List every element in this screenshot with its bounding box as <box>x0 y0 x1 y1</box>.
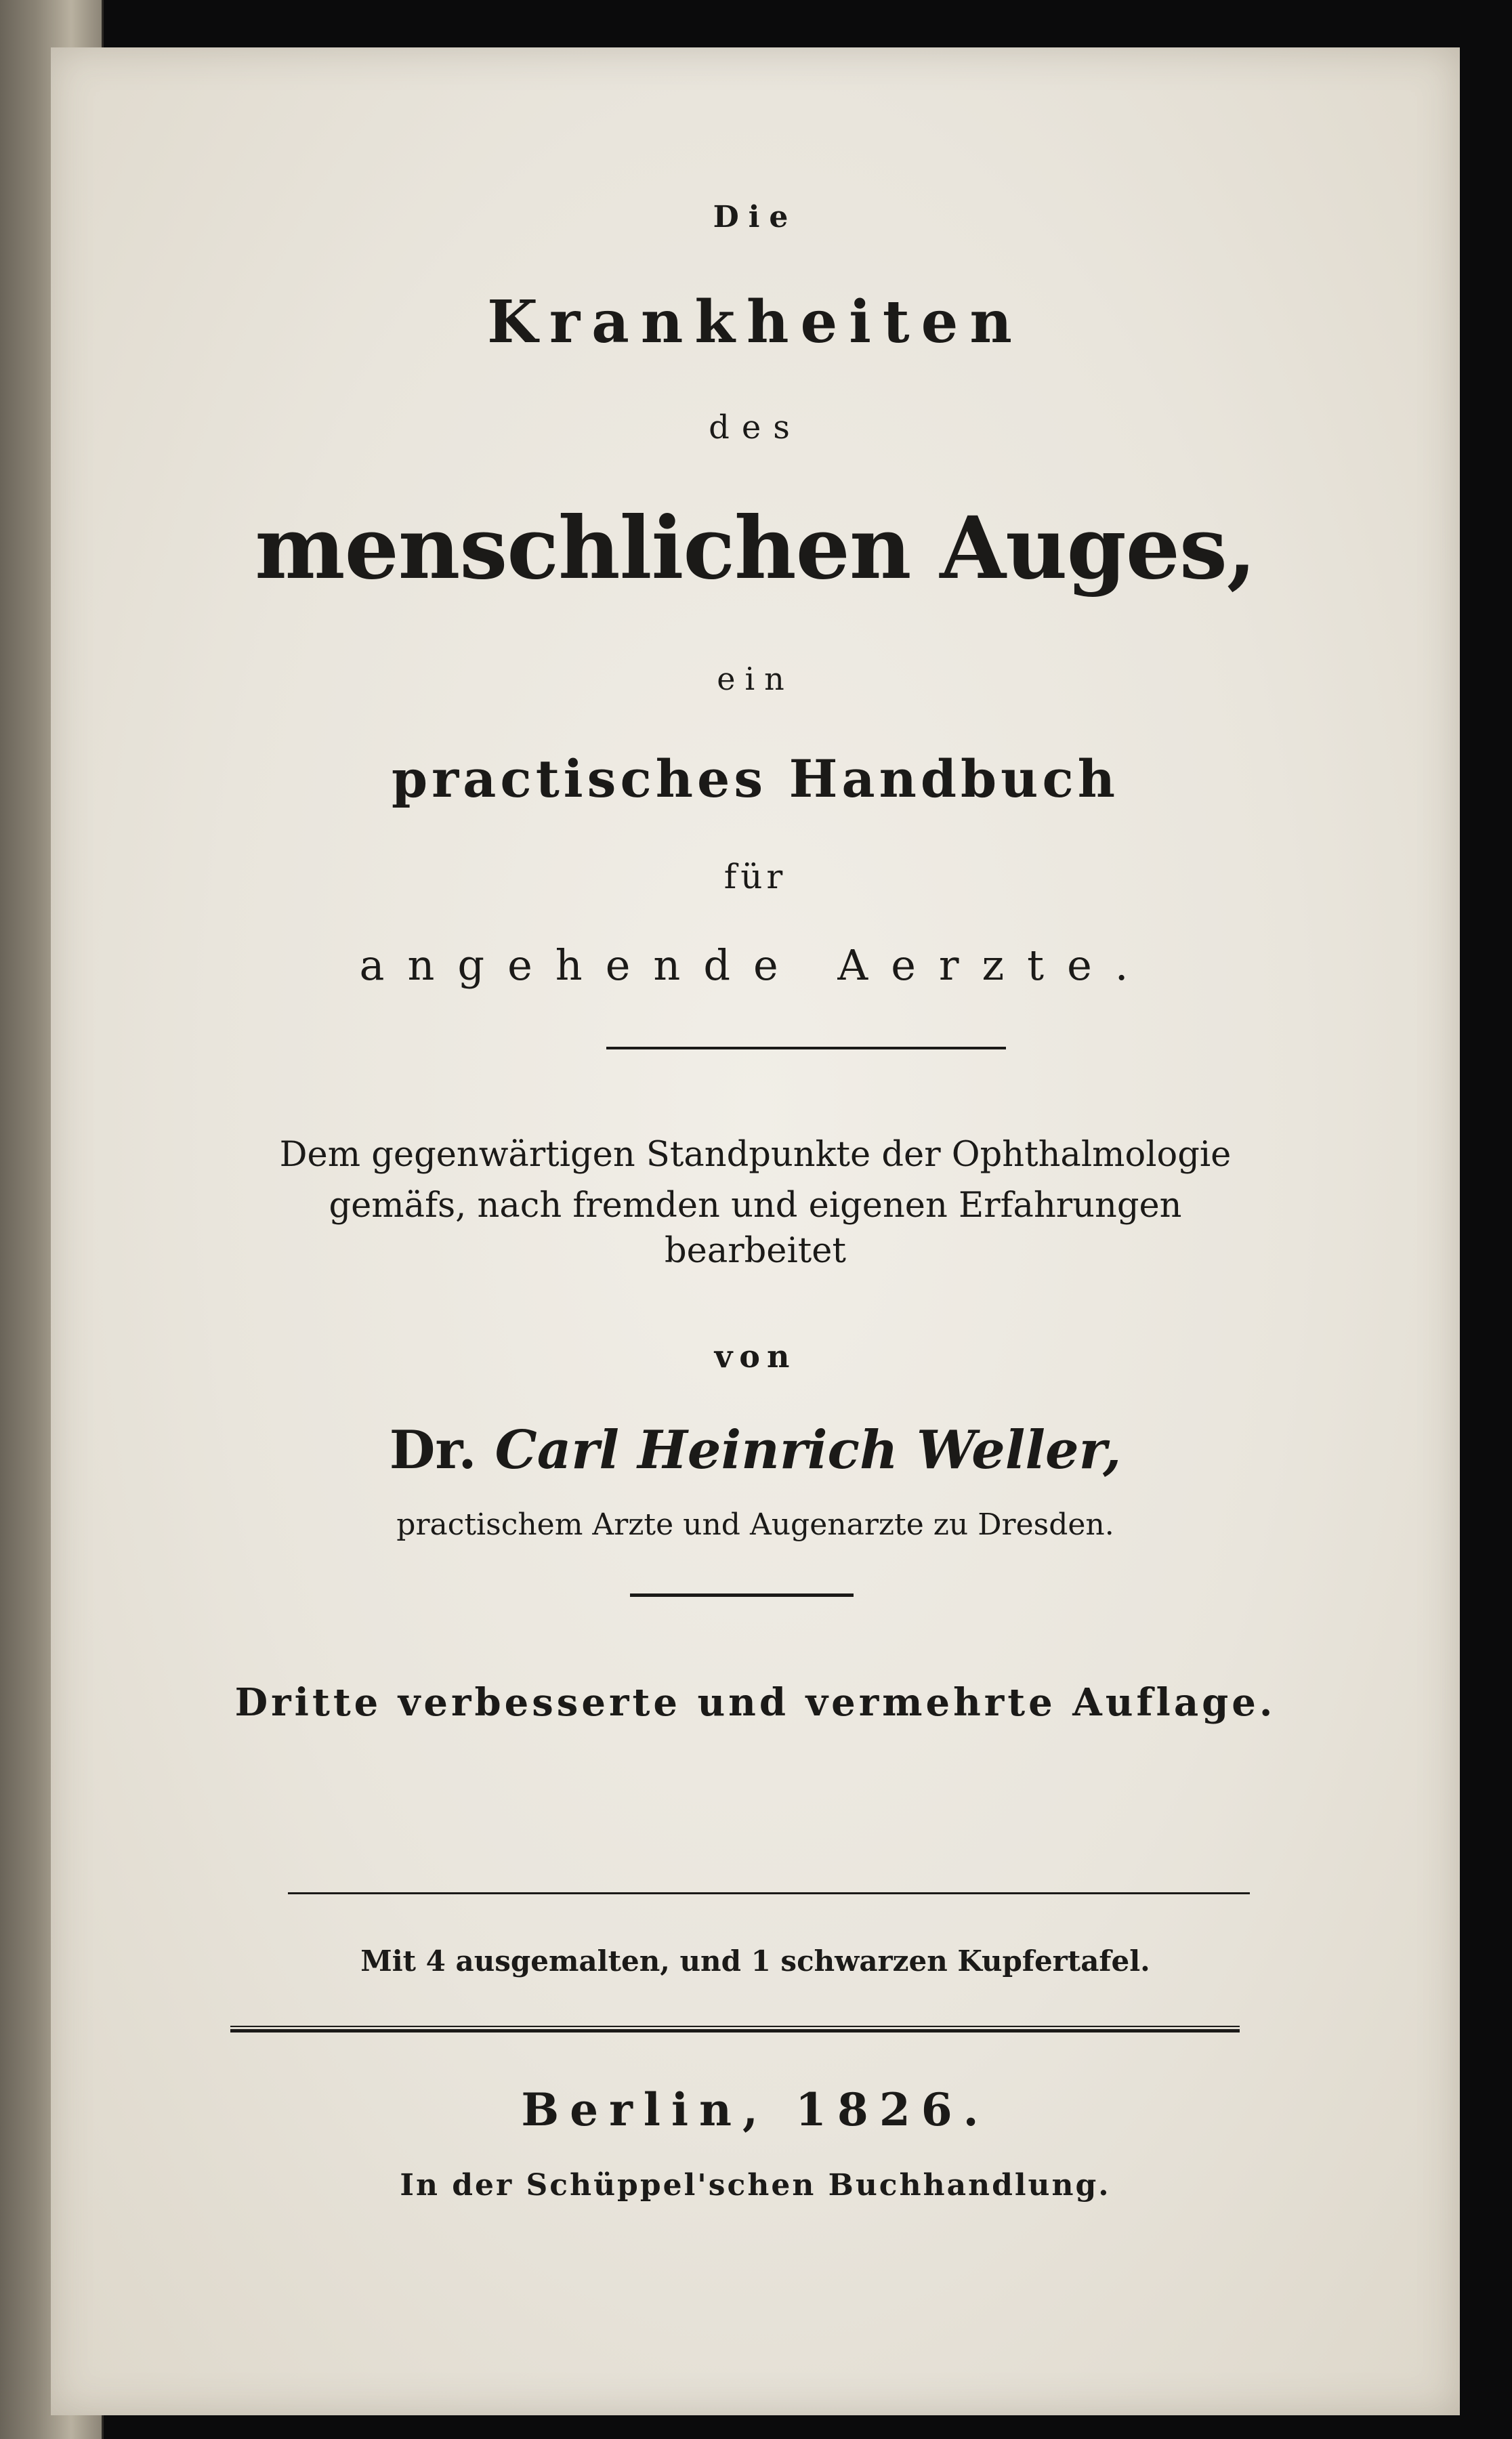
title-word-des: des <box>709 409 802 446</box>
divider-rule <box>288 1892 1250 1894</box>
title-word-krankheiten: Krankheiten <box>487 288 1024 356</box>
title-angehende-aerzte: angehende Aerzte. <box>359 940 1152 990</box>
author-name: Carl Heinrich Weller, <box>495 1419 1122 1481</box>
title-main-line: menschlichen Auges, <box>255 498 1256 598</box>
author-affiliation: practischem Arzte und Augenarzte zu Dresden. <box>396 1507 1114 1542</box>
title-word-fuer: für <box>723 857 787 896</box>
divider-rule <box>606 1047 1006 1049</box>
word-von: von <box>714 1338 797 1375</box>
subtitle-line: bearbeitet <box>665 1231 846 1271</box>
subtitle-line: gemäfs, nach fremden und eigenen Erfahrungen <box>329 1186 1182 1226</box>
author-prefix: Dr. <box>389 1419 477 1481</box>
publisher: In der Schüppel'schen Buchhandlung. <box>400 2168 1111 2203</box>
edition-statement: Dritte verbesserte und vermehrte Auflage. <box>234 1680 1276 1725</box>
plates-statement: Mit 4 ausgemalten, und 1 schwarzen Kupfertafel. <box>360 1944 1150 1978</box>
divider-rule <box>630 1593 854 1597</box>
author-line <box>51 1419 1460 1481</box>
subtitle-line: Dem gegenwärtigen Standpunkte der Ophthalmologie <box>279 1135 1232 1175</box>
place-year: Berlin, 1826. <box>521 2083 990 2136</box>
title-page <box>51 47 1460 2415</box>
title-practisches-handbuch: practisches Handbuch <box>392 749 1119 809</box>
title-word-ein: ein <box>717 661 794 697</box>
title-word-die: Die <box>713 200 798 234</box>
double-rule <box>230 2026 1240 2032</box>
